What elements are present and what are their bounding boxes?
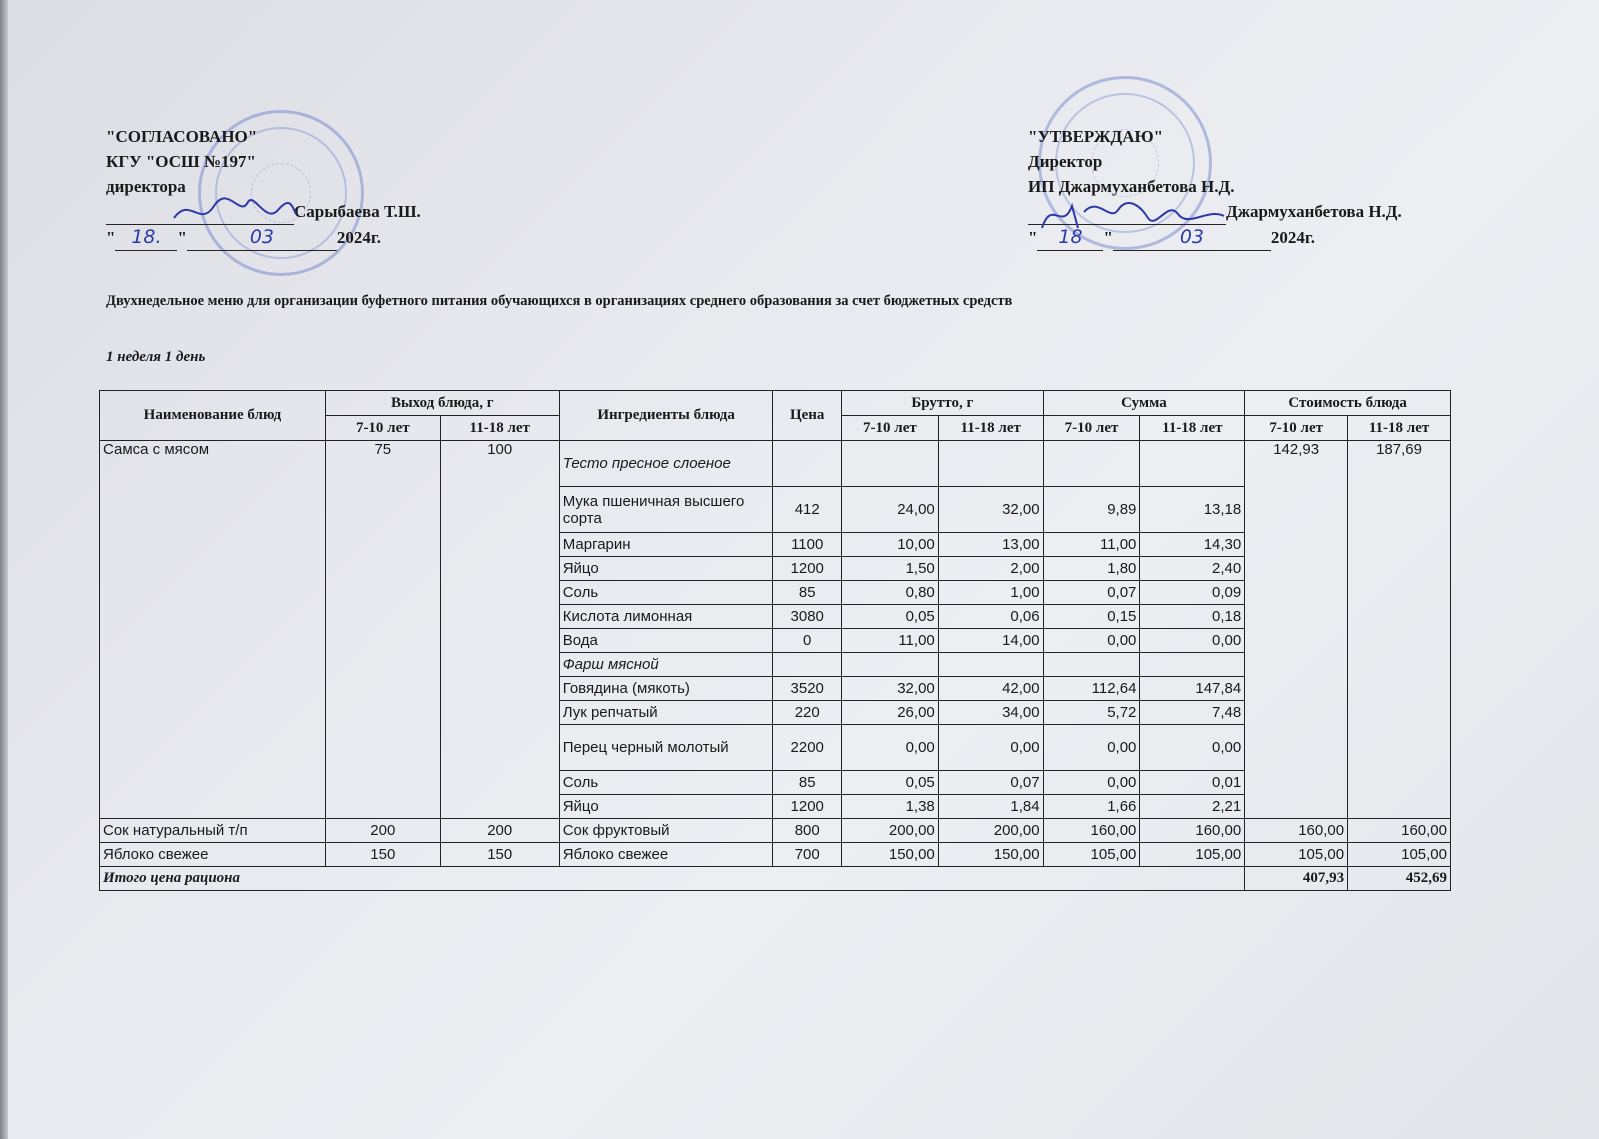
sum-7-10: 5,72 — [1043, 701, 1140, 725]
menu-table — [99, 390, 1451, 891]
approval-left-date-year: 2024г. — [336, 228, 381, 247]
brutto-11-18: 34,00 — [938, 701, 1043, 725]
sum-11-18: 0,00 — [1140, 725, 1245, 771]
sum-7-10: 1,80 — [1043, 557, 1140, 581]
sum-7-10: 0,15 — [1043, 605, 1140, 629]
brutto-11-18: 0,00 — [938, 725, 1043, 771]
ingredient-name: Яйцо — [559, 795, 773, 819]
sum-11-18: 14,30 — [1140, 533, 1245, 557]
approval-left-heading: "СОГЛАСОВАНО" — [106, 127, 258, 146]
header-age-11-18: 11-18 лет — [440, 416, 559, 441]
approval-right-date: " 18 " 03 2024г. — [1028, 225, 1402, 251]
approval-left-name: Сарыбаева Т.Ш. — [294, 202, 421, 221]
table-header-row — [100, 391, 1451, 416]
table-row — [100, 441, 1451, 487]
ingredient-name: Тесто пресное слоеное — [559, 441, 773, 487]
sum-11-18: 147,84 — [1140, 677, 1245, 701]
sum-7-10 — [1043, 441, 1140, 487]
brutto-7-10: 1,38 — [841, 795, 938, 819]
approval-right-date-month: 03 — [1179, 226, 1204, 248]
dish-cost-11-18: 105,00 — [1348, 843, 1451, 867]
table-row — [100, 843, 1451, 867]
approval-left-date-month: 03 — [249, 226, 274, 248]
dish-name: Яблоко свежее — [100, 843, 326, 867]
sum-11-18 — [1140, 441, 1245, 487]
approval-left-org: КГУ "ОСШ №197" — [106, 152, 256, 171]
total-cost-7-10: 407,93 — [1245, 867, 1348, 891]
brutto-7-10: 1,50 — [841, 557, 938, 581]
ingredient-price: 2200 — [773, 725, 842, 771]
dish-yield-11-18: 150 — [440, 843, 559, 867]
sum-7-10: 0,07 — [1043, 581, 1140, 605]
sum-11-18: 0,00 — [1140, 629, 1245, 653]
sum-11-18: 160,00 — [1140, 819, 1245, 843]
brutto-7-10: 150,00 — [841, 843, 938, 867]
dish-yield-11-18: 200 — [440, 819, 559, 843]
ingredient-name: Кислота лимонная — [559, 605, 773, 629]
approval-left-date-day: 18. — [131, 226, 162, 248]
sum-11-18: 2,21 — [1140, 795, 1245, 819]
brutto-7-10 — [841, 441, 938, 487]
header-yield: Выход блюда, г — [325, 391, 559, 416]
approval-left-position: директора — [106, 177, 186, 196]
brutto-7-10: 24,00 — [841, 487, 938, 533]
sum-7-10: 160,00 — [1043, 819, 1140, 843]
brutto-11-18: 200,00 — [938, 819, 1043, 843]
brutto-7-10: 200,00 — [841, 819, 938, 843]
ingredient-name: Соль — [559, 581, 773, 605]
dish-yield-7-10: 75 — [325, 441, 440, 819]
header-age-11-18: 11-18 лет — [938, 416, 1043, 441]
header-age-7-10: 7-10 лет — [325, 416, 440, 441]
sum-7-10: 11,00 — [1043, 533, 1140, 557]
ingredient-name: Мука пшеничная высшего сорта — [559, 487, 773, 533]
ingredient-price: 85 — [773, 581, 842, 605]
ingredient-price: 3520 — [773, 677, 842, 701]
ingredient-name: Яйцо — [559, 557, 773, 581]
header-age-7-10: 7-10 лет — [1245, 416, 1348, 441]
brutto-7-10: 32,00 — [841, 677, 938, 701]
approval-right-heading: "УТВЕРЖДАЮ" — [1028, 127, 1164, 146]
ingredient-name: Фарш мясной — [559, 653, 773, 677]
dish-cost-11-18: 160,00 — [1348, 819, 1451, 843]
ingredient-price: 1100 — [773, 533, 842, 557]
document-title: Двухнедельное меню для организации буфетного питания обучающихся в организациях среднего образования за счет бюджетных средств — [106, 293, 1013, 309]
right-handwritten-signature — [1038, 192, 1228, 238]
header-cost: Стоимость блюда — [1245, 391, 1451, 416]
header-age-7-10: 7-10 лет — [841, 416, 938, 441]
dish-cost-7-10: 105,00 — [1245, 843, 1348, 867]
brutto-7-10: 11,00 — [841, 629, 938, 653]
dish-cost-7-10: 142,93 — [1245, 441, 1348, 819]
ingredient-name: Яблоко свежее — [559, 843, 773, 867]
brutto-7-10: 0,80 — [841, 581, 938, 605]
sum-11-18: 13,18 — [1140, 487, 1245, 533]
paper-edge — [0, 0, 8, 1139]
header-age-11-18: 11-18 лет — [1140, 416, 1245, 441]
brutto-7-10: 26,00 — [841, 701, 938, 725]
ingredient-name: Перец черный молотый — [559, 725, 773, 771]
table-row — [100, 819, 1451, 843]
sum-7-10: 9,89 — [1043, 487, 1140, 533]
brutto-11-18: 0,07 — [938, 771, 1043, 795]
ingredient-price: 220 — [773, 701, 842, 725]
ingredient-price: 412 — [773, 487, 842, 533]
header-ingredients: Ингредиенты блюда — [559, 391, 773, 441]
brutto-7-10 — [841, 653, 938, 677]
header-age-11-18: 11-18 лет — [1348, 416, 1451, 441]
dish-name: Самса с мясом — [100, 441, 326, 819]
ingredient-name: Говядина (мякоть) — [559, 677, 773, 701]
brutto-11-18: 150,00 — [938, 843, 1043, 867]
ingredient-name: Маргарин — [559, 533, 773, 557]
header-age-7-10: 7-10 лет — [1043, 416, 1140, 441]
approval-right-date-day: 18 — [1058, 226, 1083, 248]
ingredient-price: 800 — [773, 819, 842, 843]
dish-cost-11-18: 187,69 — [1348, 441, 1451, 819]
sum-11-18: 2,40 — [1140, 557, 1245, 581]
total-row — [100, 867, 1451, 891]
sum-11-18: 7,48 — [1140, 701, 1245, 725]
header-price: Цена — [773, 391, 842, 441]
approval-right-date-year: 2024г. — [1270, 228, 1315, 247]
ingredient-price — [773, 441, 842, 487]
approval-right-org: ИП Джармуханбетова Н.Д. — [1028, 177, 1235, 196]
ingredient-price — [773, 653, 842, 677]
sum-7-10: 112,64 — [1043, 677, 1140, 701]
brutto-11-18: 13,00 — [938, 533, 1043, 557]
ingredient-name: Соль — [559, 771, 773, 795]
sum-7-10: 1,66 — [1043, 795, 1140, 819]
sum-7-10: 0,00 — [1043, 725, 1140, 771]
brutto-11-18: 14,00 — [938, 629, 1043, 653]
brutto-11-18: 0,06 — [938, 605, 1043, 629]
brutto-7-10: 0,00 — [841, 725, 938, 771]
sum-11-18: 0,18 — [1140, 605, 1245, 629]
header-sum: Сумма — [1043, 391, 1245, 416]
brutto-7-10: 0,05 — [841, 771, 938, 795]
brutto-11-18: 32,00 — [938, 487, 1043, 533]
sum-7-10 — [1043, 653, 1140, 677]
sum-11-18 — [1140, 653, 1245, 677]
ingredient-price: 3080 — [773, 605, 842, 629]
ingredient-price: 85 — [773, 771, 842, 795]
dish-yield-7-10: 200 — [325, 819, 440, 843]
dish-name: Сок натуральный т/п — [100, 819, 326, 843]
dish-yield-11-18: 100 — [440, 441, 559, 819]
header-brutto: Брутто, г — [841, 391, 1043, 416]
sum-11-18: 105,00 — [1140, 843, 1245, 867]
ingredient-price: 700 — [773, 843, 842, 867]
ingredient-name: Лук репчатый — [559, 701, 773, 725]
ingredient-price: 1200 — [773, 795, 842, 819]
brutto-7-10: 10,00 — [841, 533, 938, 557]
sum-11-18: 0,01 — [1140, 771, 1245, 795]
total-label: Итого цена рациона — [100, 867, 1245, 891]
document-subtitle: 1 неделя 1 день — [106, 349, 206, 365]
brutto-11-18: 42,00 — [938, 677, 1043, 701]
brutto-11-18: 1,00 — [938, 581, 1043, 605]
approval-right-name: Джармуханбетова Н.Д. — [1226, 202, 1402, 221]
total-cost-11-18: 452,69 — [1348, 867, 1451, 891]
header-dish-name: Наименование блюд — [100, 391, 326, 441]
ingredient-name: Сок фруктовый — [559, 819, 773, 843]
sum-7-10: 105,00 — [1043, 843, 1140, 867]
dish-cost-7-10: 160,00 — [1245, 819, 1348, 843]
approval-right-position: Директор — [1028, 152, 1103, 171]
sum-7-10: 0,00 — [1043, 629, 1140, 653]
ingredient-name: Вода — [559, 629, 773, 653]
ingredient-price: 0 — [773, 629, 842, 653]
sum-11-18: 0,09 — [1140, 581, 1245, 605]
left-handwritten-signature — [170, 188, 300, 232]
brutto-11-18 — [938, 653, 1043, 677]
ingredient-price: 1200 — [773, 557, 842, 581]
approval-left-date: " 18. " 03 2024г. — [106, 225, 421, 251]
brutto-11-18 — [938, 441, 1043, 487]
sum-7-10: 0,00 — [1043, 771, 1140, 795]
brutto-7-10: 0,05 — [841, 605, 938, 629]
brutto-11-18: 2,00 — [938, 557, 1043, 581]
brutto-11-18: 1,84 — [938, 795, 1043, 819]
dish-yield-7-10: 150 — [325, 843, 440, 867]
